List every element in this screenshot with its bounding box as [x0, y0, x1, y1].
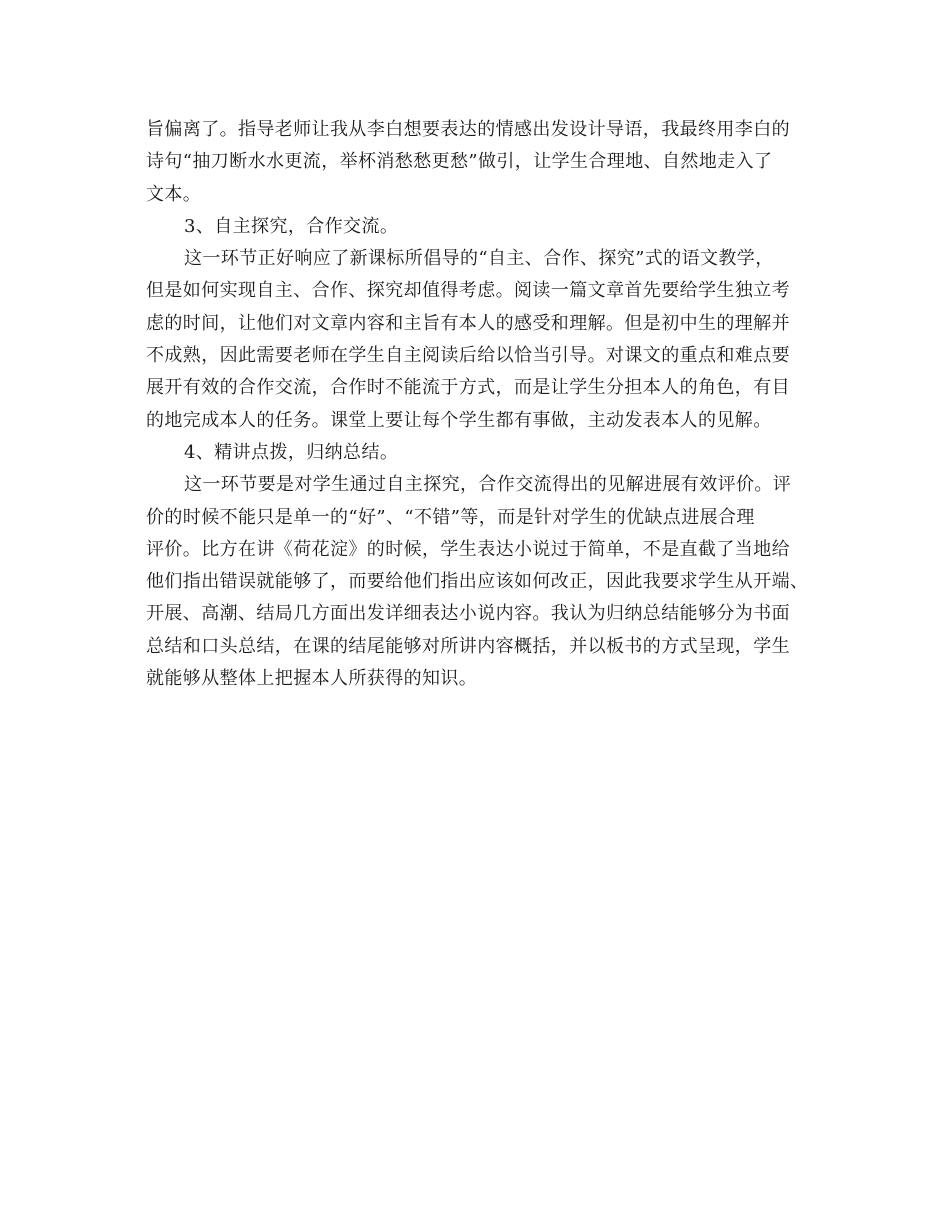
text-line: 就能够从整体上把握本人所获得的知识。 — [146, 668, 478, 690]
text-line: 这一环节正好响应了新课标所倡导的“自主、合作、探究”式的语文教学， — [184, 248, 774, 270]
text-line: 展开有效的合作交流，合作时不能流于方式，而是让学生分担本人的角色，有目 — [146, 377, 790, 399]
text-line: 价的时候不能只是单一的“好”、“不错”等，而是针对学生的优缺点进展合理 — [146, 506, 755, 528]
text-line: 诗句“抽刀断水水更流，举杯消愁愁更愁”做引，让学生合理地、自然地走入了 — [146, 151, 773, 173]
section-heading: 4、精讲点拨，归纳总结。 — [184, 441, 399, 463]
section-heading: 3、自主探究，合作交流。 — [184, 215, 399, 237]
text-line: 但是如何实现自主、合作、探究却值得考虑。阅读一篇文章首先要给学生独立考 — [146, 280, 790, 302]
text-line: 总结和口头总结，在课的结尾能够对所讲内容概括，并以板书的方式呈现，学生 — [146, 635, 790, 657]
text-line: 旨偏离了。指导老师让我从李白想要表达的情感出发设计导语，我最终用李白的 — [146, 119, 790, 140]
text-line: 虑的时间，让他们对文章内容和主旨有本人的感受和理解。但是初中生的理解并 — [146, 312, 790, 334]
text-line: 开展、高潮、结局几方面出发详细表达小说内容。我认为归纳总结能够分为书面 — [146, 603, 790, 625]
text-line: 评价。比方在讲《荷花淀》的时候，学生表达小说过于简单，不是直截了当地给 — [146, 538, 790, 560]
text-line: 这一环节要是对学生通过自主探究，合作交流得出的见解进展有效评价。评 — [184, 474, 792, 496]
text-line: 文本。 — [146, 183, 202, 205]
text-line: 不成熟，因此需要老师在学生自主阅读后给以恰当引导。对课文的重点和难点要 — [146, 345, 790, 367]
text-line: 的地完成本人的任务。课堂上要让每个学生都有事做，主动发表本人的见解。 — [146, 409, 772, 431]
text-line: 他们指出错误就能够了，而要给他们指出应该如何改正，因此我要求学生从开端、 — [146, 571, 809, 593]
body-text — [146, 114, 816, 695]
